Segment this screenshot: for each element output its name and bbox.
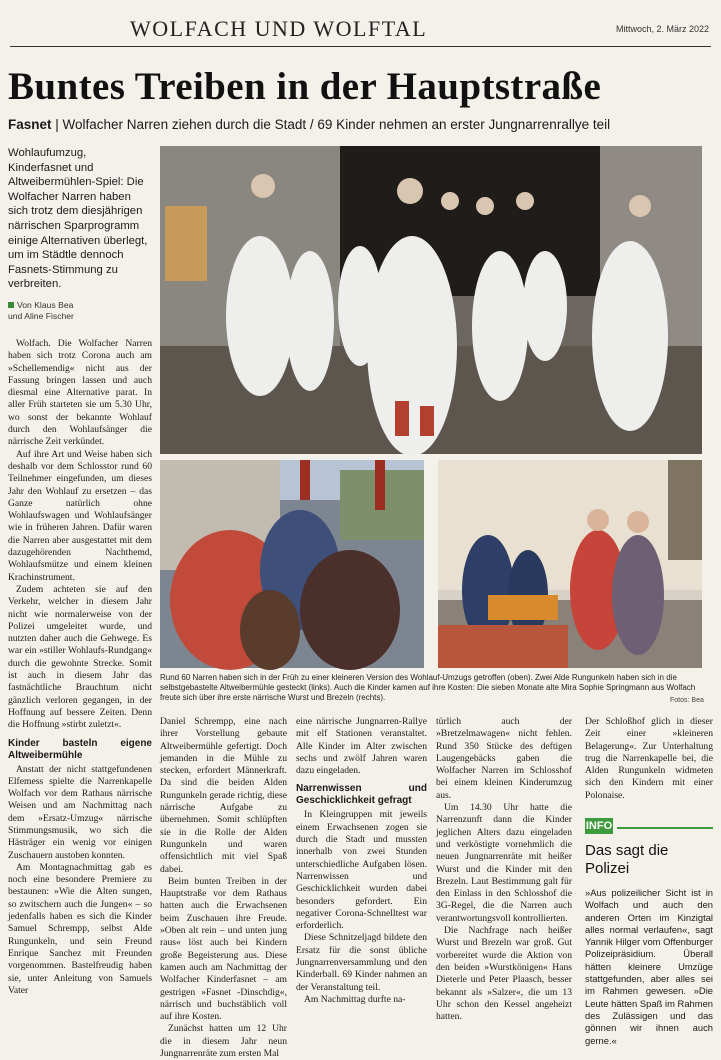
photo-caption: Rund 60 Narren haben sich in der Früh zu einer kleineren Version des Wohlauf-Umzugs getroffen (oben). Zwei Alde Rungunkeln haben sich in die selbstgebastelte Altweibermühle gesteckt (links). Auch die Kinder kamen auf ihre Kosten: Die sieben Monate alte Mira Sophie Springmann aus Wolfach freute sich über ihre erste närrische Wurst und Brezeln (rechts). [160, 673, 696, 702]
lead-paragraph: Wohlaufumzug, Kinderfasnet und Altweibermühlen-Spiel: Die Wolfacher Narren haben sich trotz dem diesjährigen närrischen Sparprogramm einige Alternativen überlegt, um im Städtle dennoch Fasnets-Stimmung zu verbreiten. [8, 147, 148, 291]
photo-kinder-illustration [438, 460, 702, 668]
byline-line1: Von Klaus Bea [17, 300, 74, 310]
info-badge: INFO [585, 820, 613, 832]
paragraph: Am Nachmittag durfte na- [304, 993, 406, 1005]
paragraph: Anstatt der nicht stattgefundenen Elfemess spielte die Narrenkapelle Wolfach vor dem Rathaus närrische Weisen und am Nachmittag nach dem »Ersatz-Umzug« närrische Stimmungsmusik, wo sich die Hästräger ein wenig vor einigen Zuschauern austoben konnten. [8, 763, 152, 861]
masthead-rule [10, 46, 711, 47]
headline: Buntes Treiben in der Hauptstraße [8, 65, 602, 108]
paragraph: Daniel Schrempp, eine nach ihrer Vorstellung gebaute Altweibermühle gefertigt. Doch jemanden in die Mühle zu stecken, erfordert Männerkraft. Da sind die beiden Alden Rungunkeln gerade richtig, diese närrische Aufgabe zu übernehmen. Somit schlüpften sie in die Rolle der Alden Rungunkeln und waren offensichtlich mit viel Spaß dabei. [160, 716, 287, 875]
subline-text: Wolfacher Narren ziehen durch die Stadt / 69 Kinder nehmen an erster Jungnarrenrallye teil [62, 117, 611, 132]
photo-wohlauf-illustration [160, 146, 702, 454]
paragraph: eine närrische Jungnarren-Rallye mit elf Stationen veranstaltet. Alle Kinder im Alter zwischen sechs und zwölf Jahren waren dazu eingeladen. [296, 716, 427, 777]
paragraph: Die Nachfrage nach heißer Wurst und Brezeln war groß. Gut vorbereitet wurde die Aktion von den beiden »Wurstkönigen« Hans Dieterle und Peter Plaasch, besser bekannt als »Salzer«, die um 13 Uhr schon den Kessel angeheizt hatten. [436, 925, 572, 1023]
article-column-1 [8, 338, 152, 1024]
subline-kicker: Fasnet [8, 117, 52, 132]
paragraph: Wolfach. Die Wolfacher Narren haben sich trotz Corona auch am »Schellemendig« nicht aus der Fassung bringen lassen und auch diesmal eine Alternative parat. In aller Früh starteten sie um 5.30 Uhr, wo sonst der bekannte Wohlauf durch den Wohlaufsänger die närrische Zeit verkündet. [8, 338, 152, 448]
article-column-2 [160, 716, 287, 1060]
article-column-5 [585, 716, 713, 816]
paragraph: Zudem achteten sie auf den Verkehr, welcher in diesem Jahr nicht wie normalerweise von der Polizei umgeleitet wurde, und nutzten daher auch die Gehwege. Es war ein »stiller Wohlaufs-Rundgang« durch die gewohnte Strecke. Somit ist auch in diesem Jahr das fastnächtliche Brauchtum nicht gänzlich verloren gegangen, in der Hoffnung auf bessere Zeiten. Denn die Hoffnung »stirbt zuletzt«. [8, 583, 152, 731]
photo-altweibermuehle-illustration [160, 460, 424, 668]
paragraph: türlich auch der »Bretzelmawagen« nicht fehlen. Rund 350 Stücke des deftigen Laugengebäcks gaben die Wolfacher Narren im Schlosshof bei einem kleinen Kinderumzug aus. [436, 716, 572, 801]
paragraph: Um 14.30 Uhr hatte die Narrenzunft dann die Kinder jeglichen Alters dazu eingeladen und verköstigte vornehmlich die neuen Jungnarrenräte mit heißer Wurst und die Kinder mit den Brezeln. Laut Bestimmung galt für den Einlass in den Schlosshof die 3G-Regel, die die Narren auch verantwortungsvoll kontrollierten. [436, 802, 572, 924]
paragraph: In Kleingruppen mit jeweils einem Erwachsenen zogen sie durch die Stadt und mussten innerhalb von zwei Stunden unterschiedliche Aufgaben lösen. Narrenwissen und Geschicklichkeit wurden dabei besonders gefordert. Ein negativer Corona-Schnelltest war erforderlich. [296, 809, 427, 932]
byline-marker [8, 302, 14, 308]
photo-wohlauf-parade [160, 146, 702, 454]
info-rule [617, 827, 713, 829]
info-text: »Aus polizeilicher Sicht ist in Wolfach und auch den anderen Orten im Kinzigtal alles normal verlaufen«, sagt Yannik Hilger vom Offenburger Polizeipräsidium. Überall hätten kleinere Umzüge stattgefunden, aber alles sei im Rahmen gewesen. »Die Leute hätten Spaß im Rahmen des Zulässigen und das gönnen wir ihnen auch gerne.« [585, 887, 713, 1046]
byline [8, 300, 152, 322]
paragraph: Zunächst hatten um 12 Uhr die in diesem Jahr neun Jungnarrenräte zum ersten Mal [160, 1023, 287, 1060]
info-title: Das sagt die Polizei [585, 842, 669, 877]
subheading: Kinder basteln eigene Altweibermühle [8, 737, 152, 761]
paragraph: Diese Schnitzeljagd bildete den Ersatz für die sonst übliche Jungnarrenversammlung und den Kinderball. 69 Kinder nahmen an der Veranstaltung teil. [296, 932, 427, 993]
issue-date: Mittwoch, 2. März 2022 [615, 24, 709, 34]
paragraph: Beim bunten Treiben in der Hauptstraße vor dem Rathaus hatten auch die Erwachsenen beim Zuschauen ihre Freude. »Oben alt rein – und unten jung raus« löst auch bei Kindern große Begeisterung aus. Diese kamen auch am Nachmittag der Wolfacher Kinderfasnet – am gestrigen »Fasnet -Dinschdig«, närrisch und buchstäblich voll auf ihre Kosten. [160, 875, 287, 1023]
section-title: WOLFACH UND WOLFTAL [130, 16, 428, 41]
subheading: Narrenwissen und Geschicklichkeit gefragt [296, 783, 427, 807]
paragraph: Am Montagnachmittag gab es noch eine besondere Premiere zu bestaunen: »Wie die Alten sungen, so zwitschern auch die Jungen« – so jedenfalls haben es sich die Kinder Samuel Schrempp, selbst Alde Rungunkeln, und sein Freund Enrique Sanchez mit Freunden vorgenommen. Bastelfreudig haben sie, unter Anleitung von Samuels Vater [8, 861, 152, 996]
photo-altweibermuehle [160, 460, 424, 668]
subline: Fasnet | Wolfacher Narren ziehen durch die Stadt / 69 Kinder nehmen an erster Jungnarrenrallye teil [8, 117, 611, 132]
byline-line2: und Aline Fischer [8, 311, 74, 321]
photo-kinder-brezeln [438, 460, 702, 668]
paragraph: Auf ihre Art und Weise haben sich deshalb vor dem Schlosstor rund 60 Teilnehmer eingefunden, um dieses Jahr den Wohlauf zu ersetzen – das Ganze natürlich ohne Wohlaufswagen und Wohlaufsänger wie in früheren Jahren. Dafür waren die Narren aber ausgestattet mit dem dazugehörenden Nachthemd, Wohlaufsmütze und einem kleinen Krachinstrument. [8, 448, 152, 583]
paragraph: Der Schloßhof glich in dieser Zeit einer »kleineren Belagerung«. Zur Unterhaltung trug die Narrenkapelle bei, die Alden Rungunkeln widmeten sich den Kindern mit einer Polonaise. [585, 716, 713, 801]
article-column-3 [296, 716, 427, 1024]
photo-credit: Fotos: Bea [670, 697, 704, 704]
article-column-4 [436, 716, 572, 1024]
